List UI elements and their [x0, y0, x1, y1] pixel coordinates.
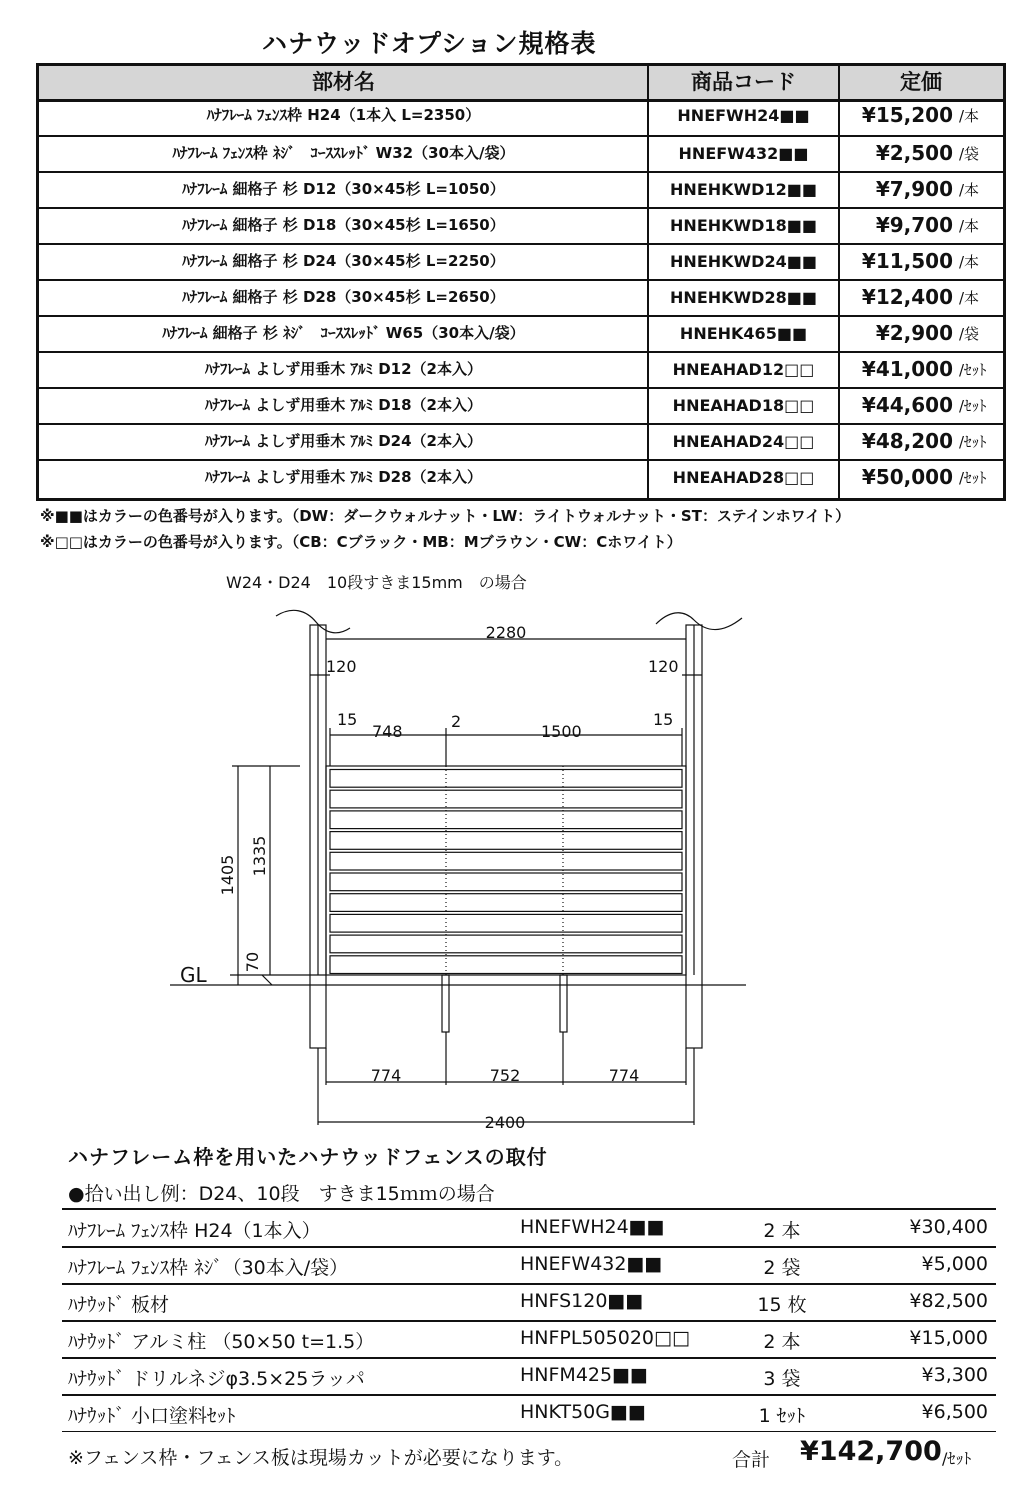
spec-part-name: ﾊﾅﾌﾚｰﾑ ﾌｪﾝｽ枠 ﾈｼﾞ ｺｰｽｽﾚｯﾄﾞ W32（30本入/袋） — [172, 144, 515, 162]
install-part-name: ﾊﾅﾌﾚｰﾑ ﾌｪﾝｽ枠 ﾈｼﾞ（30本入/袋） — [68, 1257, 349, 1279]
spec-price: ¥41,000 — [861, 357, 953, 381]
spec-row — [39, 99, 1003, 135]
center-post-right — [560, 975, 567, 1032]
fence-boards — [330, 770, 682, 974]
install-price: ¥3,300 — [921, 1364, 988, 1386]
column-divider — [647, 66, 649, 498]
fence-board — [330, 894, 682, 912]
spec-product-code: HNEHK465■■ — [679, 324, 808, 343]
spec-price: ¥11,500 — [861, 249, 953, 273]
spec-unit: /本 — [959, 253, 980, 271]
page-title: ハナウッドオプション規格表 — [262, 29, 597, 58]
total-label: 合計 — [732, 1449, 771, 1471]
dim-left-gap: 15 — [337, 710, 358, 729]
list-divider — [62, 1431, 996, 1432]
spec-part-name: ﾊﾅﾌﾚｰﾑ ﾌｪﾝｽ枠 H24（1本入 L=2350） — [206, 106, 481, 124]
install-row — [62, 1358, 996, 1395]
spec-table-header — [39, 66, 1003, 102]
spec-product-code: HNEHKWD12■■ — [670, 180, 817, 199]
spec-unit: /ｾｯﾄ — [959, 469, 987, 487]
column-divider — [838, 66, 840, 498]
spec-row — [39, 171, 1003, 207]
install-footnote: ※フェンス枠・フェンス板は現場カットが必要になります。 — [68, 1447, 574, 1469]
dim-bottom-width: 2400 — [484, 1113, 526, 1132]
spec-price: ¥44,600 — [861, 393, 953, 417]
spec-row — [39, 315, 1003, 351]
install-product-code: HNFM425■■ — [520, 1364, 648, 1386]
spec-price: ¥15,200 — [861, 103, 953, 127]
install-part-name: ﾊﾅｳｯﾄﾞ アルミ柱 （50×50 t=1.5） — [68, 1331, 375, 1353]
spec-part-name: ﾊﾅﾌﾚｰﾑ よしず用垂木 ｱﾙﾐ D18（2本入） — [205, 396, 482, 414]
spec-price: ¥50,000 — [861, 465, 953, 489]
install-quantity: 2 本 — [763, 1220, 801, 1242]
spec-product-code: HNEAHAD24□□ — [672, 432, 815, 451]
install-product-code: HNFS120■■ — [520, 1290, 644, 1312]
spec-row — [39, 207, 1003, 243]
install-row — [62, 1210, 996, 1247]
spec-row — [39, 243, 1003, 279]
spec-unit: /袋 — [959, 325, 980, 343]
spec-product-code: HNEFWH24■■ — [677, 106, 810, 125]
spec-product-code: HNEAHAD12□□ — [672, 360, 815, 379]
drawing-caption: W24・D24 10段すきま15mm の場合 — [226, 573, 527, 592]
fence-board — [330, 935, 682, 953]
spec-unit: /ｾｯﾄ — [959, 397, 987, 415]
fence-board — [330, 956, 682, 974]
spec-row — [39, 423, 1003, 459]
spec-price: ¥9,700 — [875, 213, 953, 237]
dim-right-post: 120 — [648, 657, 679, 676]
spec-price: ¥12,400 — [861, 285, 953, 309]
spec-row — [39, 135, 1003, 171]
header-list-price: 定価 — [900, 70, 942, 94]
install-price: ¥30,400 — [909, 1216, 988, 1238]
fence-board — [330, 811, 682, 829]
center-post-left — [442, 975, 449, 1032]
dim-total-height: 1405 — [218, 854, 237, 896]
fence-board — [330, 873, 682, 891]
spec-unit: /ｾｯﾄ — [959, 433, 987, 451]
spec-part-name: ﾊﾅﾌﾚｰﾑ 細格子 杉 D12（30×45杉 L=1050） — [182, 180, 505, 198]
spec-unit: /本 — [959, 217, 980, 235]
spec-part-name: ﾊﾅﾌﾚｰﾑ 細格子 杉 D24（30×45杉 L=2250） — [182, 252, 505, 270]
spec-product-code: HNEAHAD28□□ — [672, 468, 815, 487]
spec-product-code: HNEHKWD28■■ — [670, 288, 817, 307]
install-quantity: 2 袋 — [763, 1257, 801, 1279]
install-quantity: 1 ｾｯﾄ — [758, 1405, 806, 1427]
spec-row — [39, 351, 1003, 387]
install-row — [62, 1284, 996, 1321]
install-quantity: 2 本 — [763, 1331, 801, 1353]
spec-part-name: ﾊﾅﾌﾚｰﾑ よしず用垂木 ｱﾙﾐ D28（2本入） — [205, 468, 482, 486]
color-note-2: ※□□はカラーの色番号が入ります。（CB：Cブラック・MB：Mブラウン・CW：Cホワイト） — [40, 533, 682, 551]
fence-elevation-drawing — [0, 590, 1034, 1135]
install-price: ¥5,000 — [921, 1253, 988, 1275]
install-row — [62, 1247, 996, 1284]
install-row — [62, 1321, 996, 1358]
dim-panel-height: 1335 — [250, 835, 269, 877]
install-example: ●拾い出し例：D24、10段 すきま15ｍｍの場合 — [68, 1183, 495, 1205]
total-value: ¥142,700 — [800, 1436, 942, 1467]
dim-left-post: 120 — [326, 657, 357, 676]
fence-board — [330, 790, 682, 808]
ground-level-label: GL — [180, 963, 207, 987]
spec-part-name: ﾊﾅﾌﾚｰﾑ よしず用垂木 ｱﾙﾐ D24（2本入） — [205, 432, 482, 450]
spec-part-name: ﾊﾅﾌﾚｰﾑ 細格子 杉 ﾈｼﾞ ｺｰｽｽﾚｯﾄﾞ W65（30本入/袋） — [162, 324, 525, 342]
fence-board — [330, 832, 682, 850]
spec-product-code: HNEFW432■■ — [678, 144, 809, 163]
total-unit: /ｾｯﾄ — [942, 1449, 972, 1468]
install-part-name: ﾊﾅｳｯﾄﾞ ドリルネジφ3.5×25ラッパ — [68, 1368, 365, 1390]
install-product-code: HNFPL505020□□ — [520, 1327, 690, 1349]
dim-span-right: 774 — [608, 1066, 640, 1085]
break-line-right — [656, 613, 742, 630]
spec-unit: /本 — [959, 181, 980, 199]
spec-product-code: HNEAHAD18□□ — [672, 396, 815, 415]
install-part-name: ﾊﾅｳｯﾄﾞ 板材 — [68, 1294, 170, 1316]
spec-unit: /袋 — [959, 145, 980, 163]
spec-part-name: ﾊﾅﾌﾚｰﾑ 細格子 杉 D18（30×45杉 L=1650） — [182, 216, 505, 234]
fence-board — [330, 914, 682, 932]
spec-product-code: HNEHKWD24■■ — [670, 252, 817, 271]
header-product-code: 商品コード — [691, 70, 796, 94]
spec-unit: /ｾｯﾄ — [959, 361, 987, 379]
install-quantity: 15 枚 — [757, 1294, 807, 1316]
fence-board — [330, 770, 682, 788]
header-part-name: 部材名 — [312, 70, 375, 94]
spec-price: ¥48,200 — [861, 429, 953, 453]
install-price: ¥6,500 — [921, 1401, 988, 1423]
spec-price: ¥7,900 — [875, 177, 953, 201]
dim-center-gap: 2 — [451, 712, 462, 731]
fence-board — [330, 852, 682, 870]
dim-bottom-gap: 70 — [243, 951, 262, 973]
color-note-1: ※■■はカラーの色番号が入ります。（DW：ダークウォルナット・LW：ライトウォルナット・ST：ステインホワイト） — [40, 507, 851, 525]
install-part-name: ﾊﾅｳｯﾄﾞ 小口塗料ｾｯﾄ — [68, 1405, 236, 1427]
install-row — [62, 1395, 996, 1432]
spec-row — [39, 279, 1003, 315]
spec-table — [36, 63, 1006, 501]
install-price: ¥15,000 — [909, 1327, 988, 1349]
spec-unit: /本 — [959, 107, 980, 125]
install-product-code: HNEFWH24■■ — [520, 1216, 665, 1238]
spec-price: ¥2,900 — [875, 321, 953, 345]
install-price: ¥82,500 — [909, 1290, 988, 1312]
spec-row — [39, 459, 1003, 495]
dim-span-left: 774 — [370, 1066, 402, 1085]
spec-price: ¥2,500 — [875, 141, 953, 165]
dim-right-gap: 15 — [653, 710, 674, 729]
break-line-left — [276, 610, 350, 632]
dim-left-panel: 748 — [372, 722, 403, 741]
spec-part-name: ﾊﾅﾌﾚｰﾑ 細格子 杉 D28（30×45杉 L=2650） — [182, 288, 505, 306]
install-product-code: HNKT50G■■ — [520, 1401, 646, 1423]
spec-product-code: HNEHKWD18■■ — [670, 216, 817, 235]
dim-top-width: 2280 — [485, 623, 527, 642]
spec-unit: /本 — [959, 289, 980, 307]
install-part-name: ﾊﾅﾌﾚｰﾑ ﾌｪﾝｽ枠 H24（1本入） — [68, 1220, 321, 1242]
install-quantity: 3 袋 — [763, 1368, 801, 1390]
spec-part-name: ﾊﾅﾌﾚｰﾑ よしず用垂木 ｱﾙﾐ D12（2本入） — [205, 360, 482, 378]
dim-right-panel: 1500 — [541, 722, 582, 741]
install-title: ハナフレーム枠を用いたハナウッドフェンスの取付 — [68, 1145, 548, 1169]
spec-row — [39, 387, 1003, 423]
install-product-code: HNEFW432■■ — [520, 1253, 663, 1275]
dim-span-center: 752 — [489, 1066, 521, 1085]
